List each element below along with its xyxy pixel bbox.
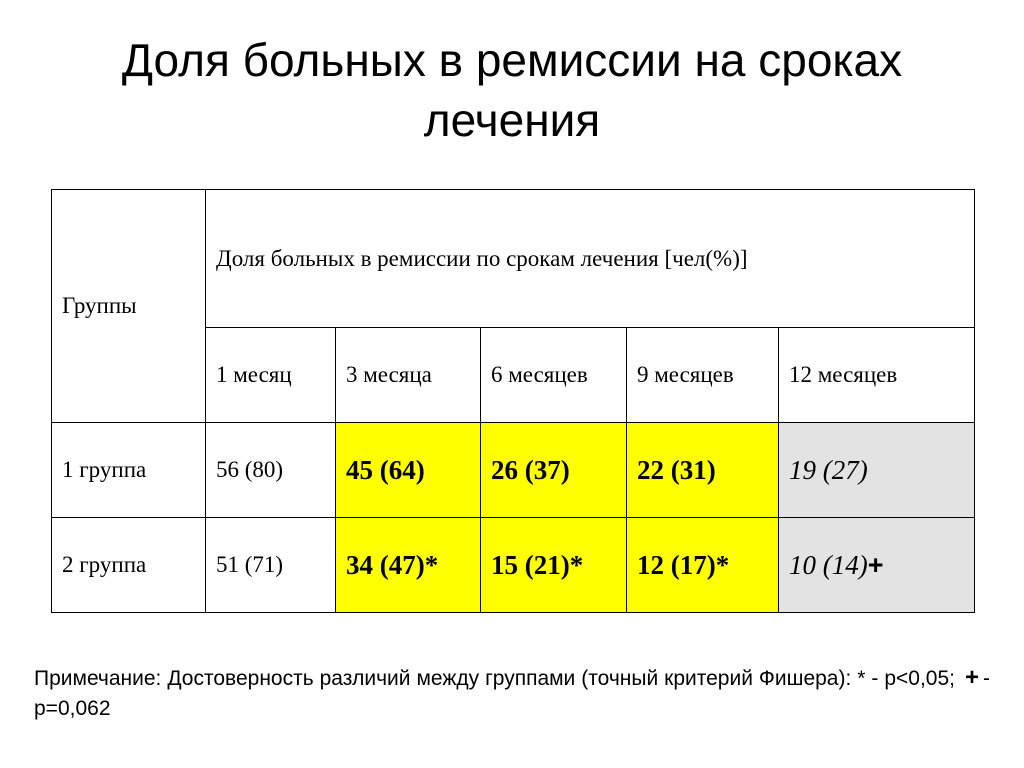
- groups-header-cell: Группы: [52, 190, 206, 423]
- table-row: [52, 518, 975, 613]
- value-text: 19 (27): [789, 454, 868, 485]
- slide-title: Доля больных в ремиссии на сроках лечения: [121, 34, 903, 146]
- value-cell-9m: [627, 423, 779, 518]
- period-header-1m: 1 месяц: [206, 328, 336, 423]
- period-header-3m: 3 месяца: [336, 328, 481, 423]
- value-cell-1m: 51 (71): [206, 518, 336, 613]
- footnote-text-end: - p=0,062: [34, 667, 990, 720]
- value-text: 34 (47)*: [346, 549, 439, 580]
- value-text: 45 (64): [346, 454, 425, 485]
- footnote: [34, 663, 990, 724]
- period-span-header-cell: Доля больных в ремиссии по срокам лечения [чел(%)]: [206, 190, 975, 328]
- value-cell-9m: [627, 518, 779, 613]
- value-text: 12 (17)*: [637, 549, 730, 580]
- remission-table: [51, 189, 975, 613]
- table-row: [52, 423, 975, 518]
- group-label-cell: 2 группа: [52, 518, 206, 613]
- footnote-plus-mark: +: [964, 664, 979, 691]
- value-cell-3m: [336, 518, 481, 613]
- value-text: 15 (21)*: [491, 549, 584, 580]
- group-label-cell: 1 группа: [52, 423, 206, 518]
- significance-mark: +: [867, 549, 884, 580]
- value-cell-12m: [779, 423, 975, 518]
- value-text: 22 (31): [637, 454, 716, 485]
- value-cell-12m: [779, 518, 975, 613]
- value-text: 26 (37): [491, 454, 570, 485]
- value-cell-6m: [481, 518, 627, 613]
- value-cell-3m: [336, 423, 481, 518]
- period-header-9m: 9 месяцев: [627, 328, 779, 423]
- value-text: 10 (14): [789, 549, 868, 580]
- value-cell-1m: 56 (80): [206, 423, 336, 518]
- period-header-12m: 12 месяцев: [779, 328, 975, 423]
- value-cell-6m: [481, 423, 627, 518]
- period-header-6m: 6 месяцев: [481, 328, 627, 423]
- footnote-text: Примечание: Достоверность различий между группами (точный критерий Фишера): * - p<0,05;: [34, 667, 955, 690]
- table-header-row: [52, 190, 975, 328]
